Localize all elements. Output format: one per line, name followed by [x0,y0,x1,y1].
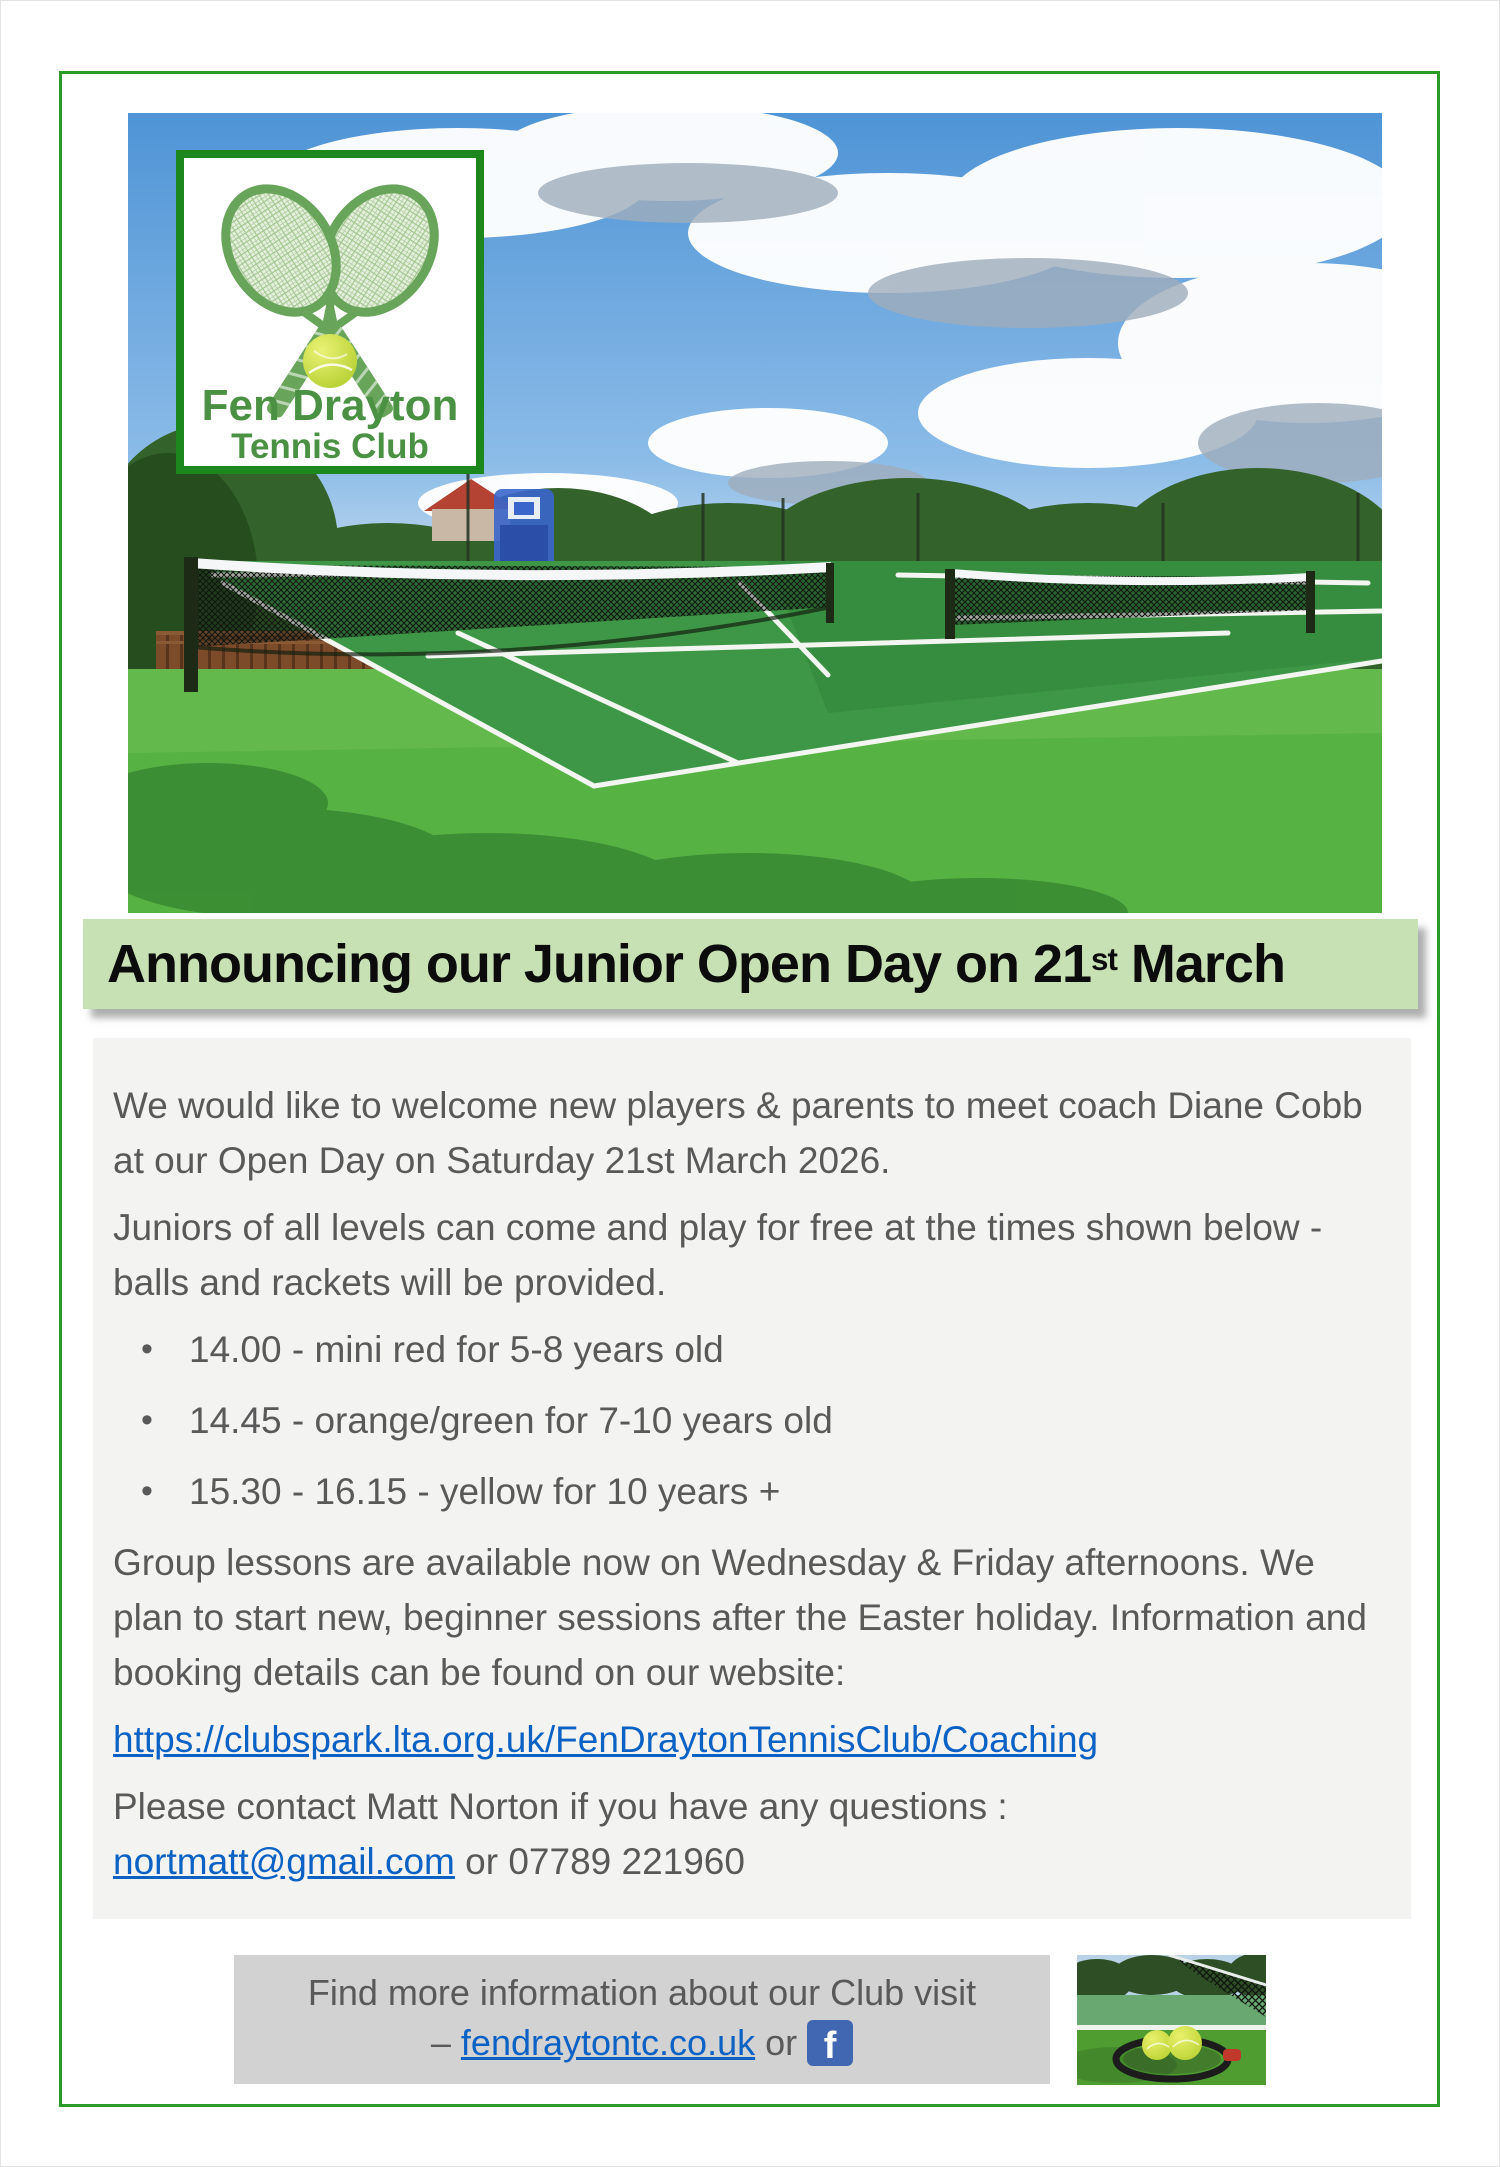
club-website-link[interactable]: fendraytontc.co.uk [460,2022,756,2063]
club-logo [176,150,484,474]
flyer-body [93,1038,1411,1919]
contact-paragraph: Please contact Matt Norton if you have any questions : nortmatt@gmail.com or 07789 221960 [113,1786,1008,1882]
session-times-list [113,1322,1381,1519]
logo-club-subtitle: Tennis Club [231,427,429,466]
coaching-link-paragraph [113,1712,1381,1767]
footer-info-bar [234,1955,1050,2084]
group-lessons-paragraph: Group lessons are available now on Wednesday & Friday afternoons. We plan to start new, beginner sessions after the Easter holiday. Information and booking details can be found on our website: [113,1542,1367,1693]
tennis-courts-photo [128,113,1382,913]
email-link[interactable]: nortmatt@gmail.com [113,1841,455,1882]
footer-line1: Find more information about our Club visit [307,1972,977,2013]
crossed-tennis-rackets-icon [184,158,476,466]
page-title: Announcing our Junior Open Day on 21st March [107,934,1285,994]
footer-line2 [234,2019,1050,2067]
footer-or-text: or [765,2022,798,2063]
list-item: • 14.45 - orange/green for 7-10 years old [113,1393,1381,1448]
logo-club-name: Fen Drayton [201,381,459,430]
announcement-banner [83,919,1418,1009]
ordinal-superscript: st [1091,942,1117,978]
facebook-icon[interactable]: f [807,2020,853,2066]
coaching-link[interactable]: https://clubspark.lta.org.uk/FenDraytonTennisClub/Coaching [113,1719,1099,1760]
free-play-paragraph: Juniors of all levels can come and play for free at the times shown below - balls and rackets will be provided. [113,1207,1323,1303]
intro-paragraph: We would like to welcome new players & parents to meet coach Diane Cobb at our Open Day on Saturday 21st March 2026. [113,1085,1363,1181]
list-item: • 15.30 - 16.15 - yellow for 10 years + [113,1464,1381,1519]
list-item: • 14.00 - mini red for 5-8 years old [113,1322,1381,1377]
racket-and-balls-photo [1077,1955,1266,2085]
footer-dash: – [430,2022,451,2063]
